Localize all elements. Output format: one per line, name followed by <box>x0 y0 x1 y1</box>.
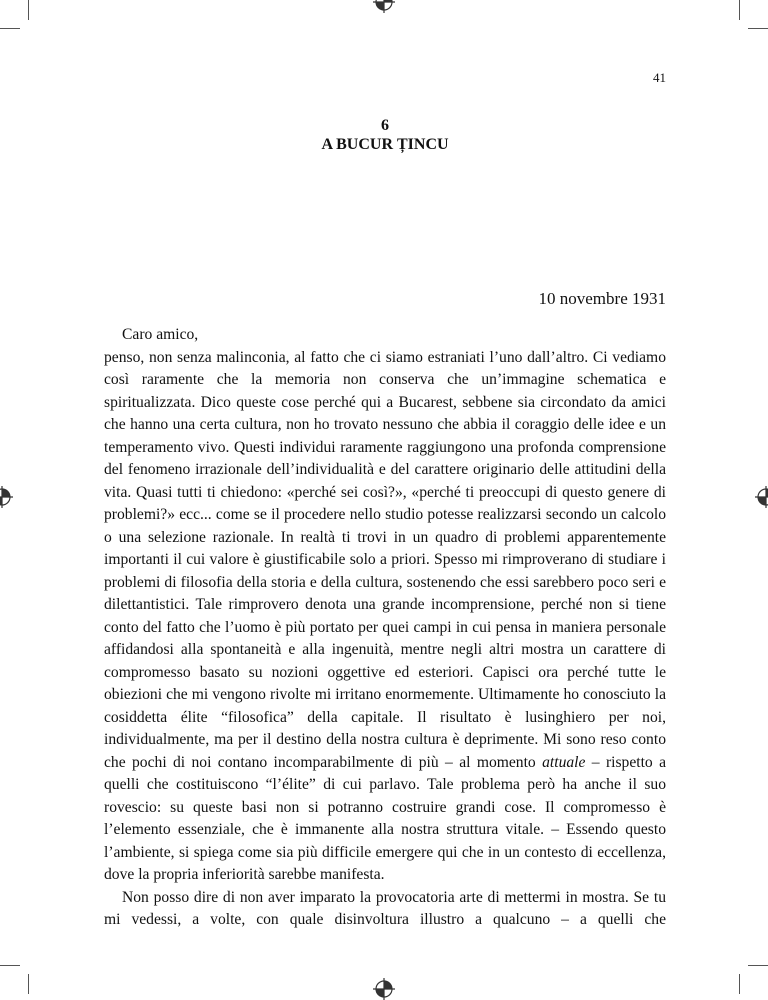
chapter-title: A BUCUR ȚINCU <box>321 136 449 153</box>
crop-mark-bottom-left-vertical <box>28 974 29 994</box>
crop-mark-top-left-horizontal <box>0 28 20 29</box>
paragraph-text: penso, non senza malinconia, al fatto che ci siamo estraniati l’uno dall’altro. Ci vediamo così raramente che la memoria non conserva che un’immagine schematica e spiritualizzata. Dico queste cose perché qui a Bucarest, sebbene sia circondato da amici che hanno una certa cultura, non ho trovato nessuno che abbia il coraggio delle idee e un temperamento vivo. Questi individui raramente raggiungono una profonda comprensione del fenomeno irrazionale dell’individualità e del carattere originario delle attitudini della vita. Quasi tutti ti chiedono: «perché sei così?», «perché ti preoccupi di questo genere di problemi?» ecc... come se il procedere nello studio potesse realizzarsi secondo un calcolo o una selezione razionale. In realtà ti trovi in un quadro di problemi apparentemente importanti il cui valore è giustificabile solo a priori. Spesso mi rimproverano di studiare i problemi di filosofia della storia e della cultura, sostenendo che essi sarebbero poco seri e dilettantistici. Tale rimprovero denota una grande incomprensione, perché non si tiene conto del fatto che l’uomo è più portato per quei campi in cui pensa in maniera personale affidandosi alla spontaneità e alla ingenuità, mentre negli altri mostra un carattere di compromesso basato su nozioni oggettive ed esteriori. Capisci ora perché tutte le obiezioni che mi vengono rivolte mi irritano enormemente. Ultimamente ho conosciuto la cosiddetta élite “filosofica” della capitale. Il risultato è lusinghiero per noi, individualmente, ma per il destino della nostra cultura è deprimente. Mi sono reso conto che pochi di noi contano incomparabilmente di più – al momento <box>104 348 666 771</box>
emphasized-word: attuale <box>542 753 586 771</box>
registration-mark-right-icon <box>755 486 768 508</box>
letter-date: 10 novembre 1931 <box>538 289 666 308</box>
registration-mark-top-icon <box>373 0 395 13</box>
paragraph: Non posso dire di non aver imparato la provocatoria arte di mettermi in mostra. Se tu mi vedessi, a volte, con quale disinvoltura illustro a qualcuno – a quelli che <box>104 888 666 928</box>
crop-mark-top-right-horizontal <box>748 28 768 29</box>
chapter-number: 6 <box>381 117 389 134</box>
crop-mark-bottom-left-horizontal <box>0 965 20 966</box>
paragraph-text: – rispetto a quelli che costituiscono “l’élite” di cui parlavo. Tale problema però ha anche il suo rovescio: su queste basi non si potranno costruire grandi cose. Il compromesso è l’elemento essenziale, che è immanente alla nostra struttura vitale. – Essendo questo l’ambiente, si spiega come sia più difficile emergere qui che in un contesto di eccellenza, dove la propria inferiorità sarebbe manifesta. <box>104 753 667 883</box>
salutation: Caro amico, <box>122 326 199 343</box>
letter-body <box>104 324 666 932</box>
registration-mark-bottom-icon <box>373 978 395 1000</box>
crop-mark-top-left-vertical <box>28 0 29 20</box>
registration-mark-left-icon <box>0 486 13 508</box>
crop-mark-bottom-right-horizontal <box>748 965 768 966</box>
page-number: 41 <box>653 70 666 85</box>
paragraph <box>104 347 666 887</box>
crop-mark-bottom-right-vertical <box>739 974 740 994</box>
crop-mark-top-right-vertical <box>739 0 740 20</box>
